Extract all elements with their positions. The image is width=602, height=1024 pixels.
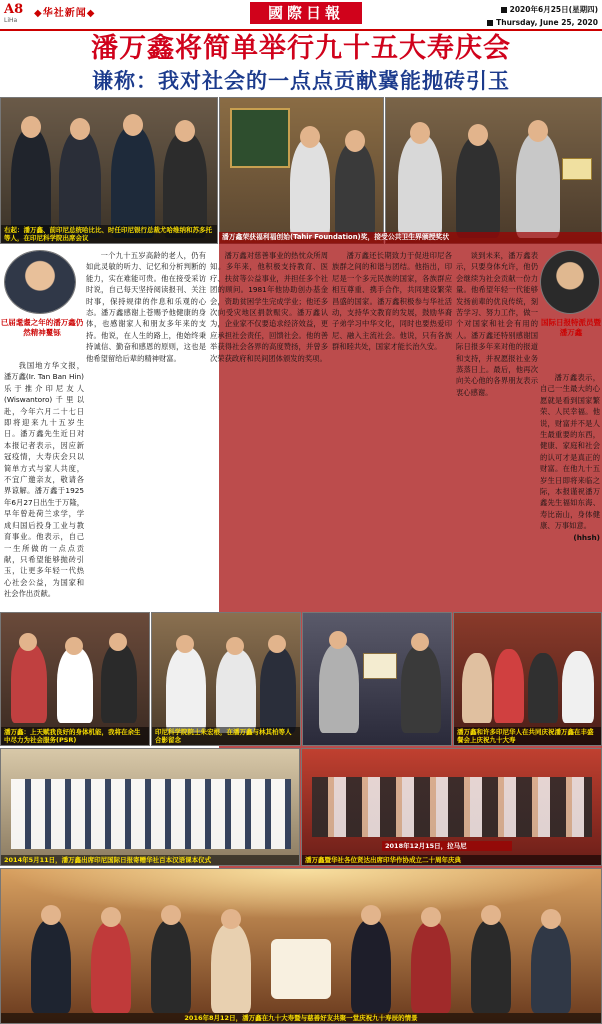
portrait-right-caption: 国际日报特派员暨潘万鑫 xyxy=(541,318,601,337)
article-column-6: 潘万鑫表示，自己一生最大的心愿就是看到国家繁荣、人民幸福。他说，财富并不是人生最重要的东西，健康、家庭和社会的认可才是真正的财富。在他九十五岁生日即将来临之际，本报谨祝潘万鑫先生福如东海、寿比南山，身体健康、万事如意。 (hhsh) xyxy=(540,373,600,542)
page-number: A8 xyxy=(4,2,24,17)
header-rule xyxy=(0,29,602,31)
page-sub-label: LiHa xyxy=(4,17,18,24)
square-bullet-icon xyxy=(501,7,507,13)
photo-group-students xyxy=(0,748,300,866)
photo-award-room xyxy=(219,97,384,244)
photo-caption: 2014年5月11日，潘万鑫出席印尼国际日报寄赠华社百本汉语课本仪式 xyxy=(1,855,299,865)
photo-caption-wide: 潘万鑫荣获福利福创始(Tahir Foundation)奖，接受公共卫生界颁授奖状 xyxy=(219,232,602,1024)
photo-caption: 潘万鑫：上天赋我良好的身体机能，我将在余生中尽力为社会服务(PSR) xyxy=(1,727,149,745)
photo-certificate xyxy=(302,612,452,746)
masthead: 國際日報 xyxy=(250,2,362,24)
section-label: ◆华社新闻◆ xyxy=(34,8,96,19)
photo-birthday-family xyxy=(0,868,602,1024)
photo-family-dinner xyxy=(0,612,150,746)
photo-caption-date: 2018年12月15日，拉马尼 xyxy=(382,841,512,851)
photo-anniversary xyxy=(301,748,602,866)
portrait-left-caption: 已届耄耋之年的潘万鑫仍然精神矍铄 xyxy=(0,318,84,337)
photo-caption: 潘万鑫暨华社各位贤达出席印华作协成立二十周年庆典 xyxy=(302,855,601,865)
article-column-3: 潘万鑫对慈善事业的热忱众所周知。多年来，他积极支持教育、医疗、扶贫等公益事业，并担任多个社团的顾问。1981年他协助创办基金会，资助贫困学生完成学业；他还多次向受灾地区捐款赈灾。潘万鑫认为，企业家不仅要追求经济效益，更应承担社会责任，回馈社会。他的善举获得社会各界的高度赞扬，并曾多次荣获政府和民间团体颁发的奖项。 xyxy=(210,251,328,363)
date-chinese: 2020年6月25日(星期四) xyxy=(501,4,598,15)
subheadline: 谦称：我对社会的一点点贡献冀能抛砖引玉 xyxy=(92,69,510,93)
square-bullet-icon xyxy=(487,20,493,26)
article-column-5: 谈到未来，潘万鑫表示，只要身体允许，他仍会继续为社会贡献一份力量。他希望年轻一代能够发扬前辈的优良传统，刻苦学习、努力工作，做一个对国家和社会有用的人。潘万鑫还特别感谢国际日报多年来对他的报道和支持，并祝愿报社业务蒸蒸日上。最后，他再次向关心他的各界朋友表示衷心感谢。 xyxy=(456,251,538,397)
photo-meeting xyxy=(151,612,301,746)
date-english: Thursday, June 25, 2020 xyxy=(487,18,598,27)
photo-caption: 右起：潘万鑫、前印尼总统哈比比、时任印尼银行总裁尤哈维纳和苏多托等人，在印尼科学院出席会议 xyxy=(1,225,217,243)
photo-banquet xyxy=(453,612,602,746)
photo-officials xyxy=(0,97,218,244)
photo-caption: 印尼科学院院士朱宏根，在潘万鑫与林其柏等人合影留念 xyxy=(152,727,300,745)
portrait-right xyxy=(540,250,600,314)
photo-caption: 2016年8月12日，潘万鑫在九十大寿暨与慈善好友共聚一堂庆祝九十寿辰的情景 xyxy=(1,1013,601,1023)
portrait-left xyxy=(4,250,76,314)
photo-caption: 潘万鑫和许多印尼华人在共同庆祝潘万鑫在丰盛餐会上庆祝九十大寿 xyxy=(454,727,601,745)
byline: (hhsh) xyxy=(573,532,600,542)
article-column-4: 潘万鑫还长期致力于促进印尼各族群之间的和谐与团结。他指出，印尼是一个多元民族的国家，各族群应相互尊重、携手合作，共同建设繁荣昌盛的国家。潘万鑫积极参与华社活动，支持华文教育的发展，鼓励华裔子弟学习中华文化，同时也要热爱印尼、融入主流社会。他说，只有各族群和睦共处，国家才能长治久安。 xyxy=(332,251,452,352)
headline: 潘万鑫将简单举行九十五大寿庆会 xyxy=(91,33,511,64)
article-column-2: 一个九十五岁高龄的老人，仍有如此灵敏的听力、记忆和分析判断的能力，实在难能可贵。他在接受采访时说，自己每天坚持阅读报刊、关注时事，保持规律的作息和乐观的心态。潘万鑫感谢上苍赐予他健康的身体，也感谢家人和朋友多年来的支持。他说，在人生的路上，他始终秉持诚信、勤奋和感恩的原则，这也是他希望留给后辈的精神财富。 xyxy=(86,251,206,363)
article-column-1: 我国地方华文报，潘万鑫(Ir. Tan Ban Hin)乐于推介印尼友人(Wiswantoro)千里以赴，今年六月二十七日即将迎来九十五岁生日。潘万鑫先生近日对本报记者表示，因应新冠疫情，大寿庆会只以简单方式与家人共度，不宜广邀亲友，敬请各界谅解。潘万鑫于1925年6月27日出生于万隆，早年曾赴荷兰求学，学成归国后投身工业与教育事业。他表示，自己一生所做的一点点贡献，只希望能够抛砖引玉，让更多年轻一代热心社会公益，为国家和社会作出贡献。 xyxy=(4,361,84,599)
photo-award-ceremony xyxy=(385,97,602,244)
